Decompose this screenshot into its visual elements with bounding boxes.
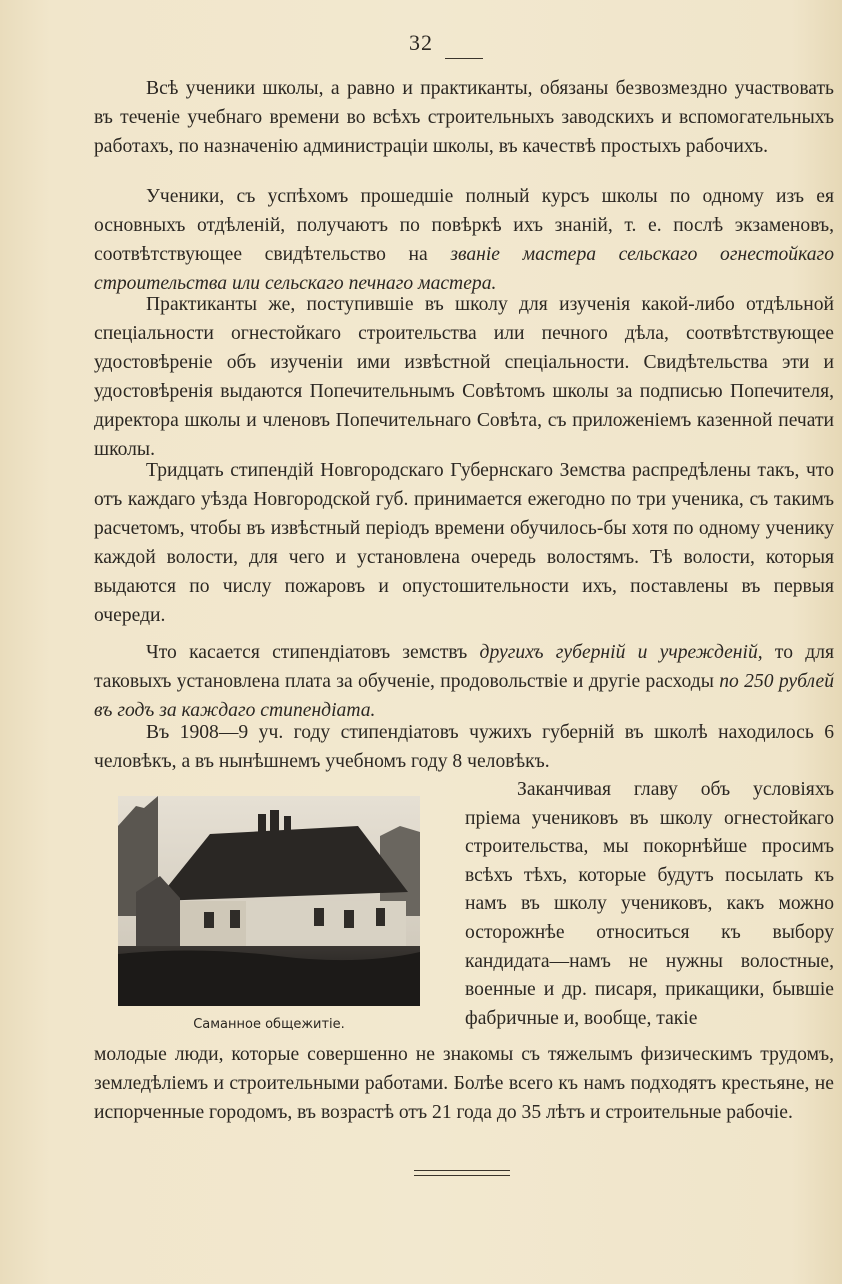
paragraph-students-duties <box>94 74 834 161</box>
paragraph-counts <box>94 718 834 776</box>
paragraph-text: Что касается стипендіатовъ земствъ <box>146 642 480 663</box>
paragraph-text: молодые люди, которые совершенно не знакомы съ тяжелымъ физическимъ трудомъ, земледѣліемъ и строительными работами. Болѣе всего къ намъ подходятъ крестьяне, не испорченные городомъ, въ возрастѣ отъ 21 года до 35 лѣтъ и строительные рабочіе. <box>94 1044 834 1123</box>
paragraph-text: то для таковыхъ установлена плата за обученіе, продовольствіе и другіе расходы <box>94 642 834 692</box>
italic-other-provinces: другихъ губерній и учрежденій, <box>479 642 763 663</box>
paragraph-closing-continued <box>94 1040 834 1127</box>
paragraph-text: Тридцать стипендій Новгородскаго Губернскаго Земства распредѣлены такъ, что отъ каждаго уѣзда Новгородской губ. принимается ежегодно по три ученика, съ такимъ расчетомъ, чтобы въ извѣстный періодъ времени обучилось-бы хотя по одному ученику каждой волости, для чего и установлена очередь волостямъ. Тѣ волости, которыя выдаются по числу пожаровъ и опустошительности ихъ, поставлены въ первыя очереди. <box>94 460 834 626</box>
paragraph-certificates <box>94 182 834 298</box>
italic-title-master: званіе мастера сельскаго огнестойкаго строительства или сельскаго печнаго мастера. <box>94 244 834 294</box>
paragraph-stipends <box>94 456 834 630</box>
paragraph-text: Ученики, съ успѣхомъ прошедшіе полный курсъ школы по одному изъ ея основныхъ отдѣленій, получаютъ по повѣркѣ ихъ знаній, т. е. послѣ экзаменовъ, соотвѣтствующее свидѣтельство на <box>94 186 834 265</box>
paragraph-text: Практиканты же, поступившіе въ школу для изученія какой-либо отдѣльной спеціальности огнестойкаго строительства или печного дѣла, соотвѣтствующее удостовѣреніе объ изученіи ими извѣстной спеціальности. Свидѣтельства эти и удостовѣренія выдаются Попечительнымъ Совѣтомъ школы за подписью Попечителя, директора школы и членовъ Попечительнаго Совѣта, съ приложеніемъ казенной печати школы. <box>94 294 834 460</box>
paragraph-text: Въ 1908—9 уч. году стипендіатовъ чужихъ губерній въ школѣ находилось 6 человѣкъ, а въ нынѣшнемъ учебномъ году 8 человѣкъ. <box>94 722 834 772</box>
dormitory-photo-image <box>118 796 420 1006</box>
paragraph-closing-wrapped <box>465 776 834 1033</box>
page-number: 32 <box>409 30 433 55</box>
end-double-rule <box>414 1170 510 1176</box>
paragraph-text-container <box>94 182 834 298</box>
paragraph-practitioners <box>94 290 834 464</box>
photo-caption: Саманное общежитіе. <box>193 1017 345 1032</box>
italic-fee: по 250 рублей въ годъ за каждаго стипендіата. <box>94 671 834 721</box>
page-number-underline <box>445 58 483 59</box>
photo-adobe-dormitory <box>118 796 420 1006</box>
paragraph-text: Заканчивая главу объ условіяхъ пріема учениковъ въ школу огнестойкаго строительства, мы покорнѣйше просимъ всѣхъ тѣхъ, которые будутъ посылать къ намъ въ школу учениковъ, какъ можно осторожнѣе относиться къ выбору кандидата—намъ не нужны волостные, военные и др. писаря, прикащики, бывшіе фабричные и, вообще, такіе <box>465 779 834 1029</box>
paragraph-text: Всѣ ученики школы, а равно и практиканты, обязаны безвозмездно участвовать въ теченіе учебнаго времени во всѣхъ строительныхъ заводскихъ и вспомогательныхъ работахъ, по назначенію администраціи школы, въ качествѣ простыхъ рабочихъ. <box>94 78 834 157</box>
paragraph-other-provinces <box>94 638 834 725</box>
paragraph-text-container <box>94 638 834 725</box>
